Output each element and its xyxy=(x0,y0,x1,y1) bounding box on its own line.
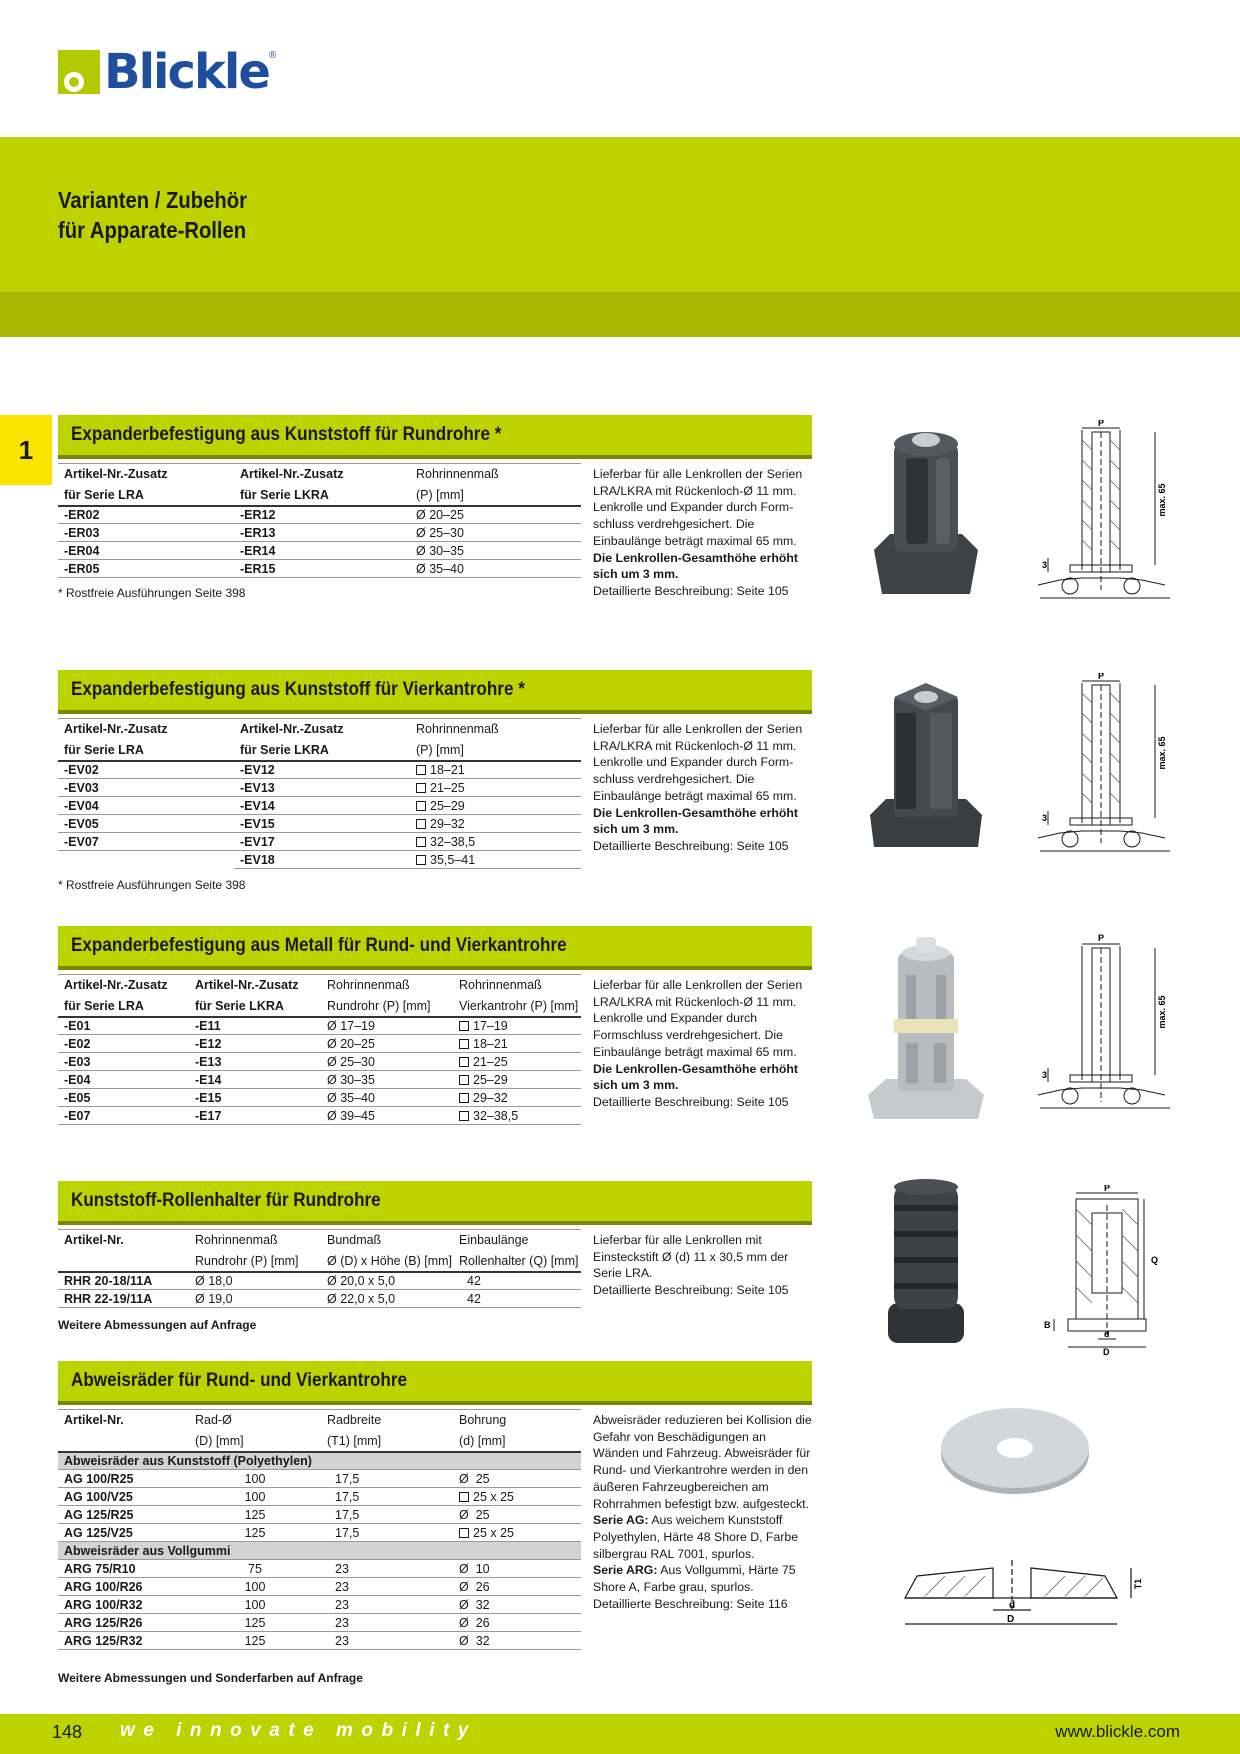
table-row: -E05 -E15 Ø 35–40 29–32 xyxy=(58,1089,581,1107)
dim-d-small: d xyxy=(1009,1600,1016,1611)
dim-max: max. 65 xyxy=(1157,995,1167,1029)
table-row: -ER03 -ER13 Ø 25–30 xyxy=(58,524,581,542)
table-row: ARG 125/R26 125 23 Ø 26 xyxy=(58,1614,581,1632)
footnote: Weitere Abmessungen und Sonderfarben auf Anfrage xyxy=(58,1671,363,1685)
logo-mark-icon xyxy=(58,50,100,94)
square-symbol-icon xyxy=(459,1075,469,1085)
article-table: Artikel-Nr. Rad-Ø Radbreite Bohrung (D) [mm] (T1) [mm] (d) [mm] Abweisräder aus Kunststoff (Polyethylen) AG 100/R25 100 17,5 Ø 25 AG 100/V25 100 17,5 25 x 25 AG 125/R25 125 17,5 Ø 25 AG 125/V25 125 17,5 25 x 25 Abweisräder aus Vollgummi ARG 75/R10 75 23 Ø 10 ARG 100/R26 100 23 Ø 26 ARG 100/R32 100 23 Ø 32 ARG 125/R26 125 23 Ø 26 ARG 125/R32 125 23 Ø 32 xyxy=(58,1409,581,1650)
website-link[interactable]: www.blickle.com xyxy=(1055,1722,1180,1741)
description: Lieferbar für alle Lenkrollen der Serien LRA/LKRA mit Rückenloch-Ø 11 mm. Lenkrolle und Expander durch Formschluss verdrehgesichert. Die Einbaulänge beträgt maximal 65 mm. Die Lenkrollen-Gesamthöhe erhöht sich um 3 mm. Detaillierte Beschreibung: Seite 105 xyxy=(593,467,803,598)
square-symbol-icon xyxy=(459,1039,469,1049)
dim-h: 3 xyxy=(1042,1070,1048,1080)
round-expander-drawing xyxy=(1030,420,1190,610)
page-title-line1: Varianten / Zubehör xyxy=(58,187,247,213)
section-heading: Expanderbefestigung aus Metall für Rund- und Vierkantrohre xyxy=(58,926,812,970)
table-group-row: Abweisräder aus Vollgummi xyxy=(58,1542,581,1560)
slogan: we innovate mobility xyxy=(120,1720,477,1741)
table-row: -E01 -E11 Ø 17–19 17–19 xyxy=(58,1017,581,1035)
square-symbol-icon xyxy=(416,819,426,829)
section-heading: Kunststoff-Rollenhalter für Rundrohre xyxy=(58,1181,812,1225)
footnote: Weitere Abmessungen auf Anfrage xyxy=(58,1318,257,1332)
bumper-wheel-drawing xyxy=(895,1560,1150,1635)
roller-holder-photo xyxy=(880,1175,972,1355)
roller-holder-drawing xyxy=(1040,1185,1160,1355)
dim-p: P xyxy=(1097,420,1105,428)
table-row: -E04 -E14 Ø 30–35 25–29 xyxy=(58,1071,581,1089)
footnote: * Rostfreie Ausführungen Seite 398 xyxy=(58,878,246,892)
description: Abweisräder reduzieren bei Kollision die Gefahr von Beschädigungen an Wänden und Fahrzeug. Abweisräder für Rund- und Vierkantrohre werden in den äußeren Fahrzeugbereichen am Rohrrahmen befestigt bzw. aufgesteckt. Serie AG: Aus weichem Kunststoff Polyethylen, Härte 48 Shore D, Farbe silbergrau RAL 7001, spurlos. Serie ARG: Aus Vollgummi, Härte 75 Shore A, Farbe grau, spurlos. Detaillierte Beschreibung: Seite 116 xyxy=(593,1413,812,1611)
dim-p: P xyxy=(1097,673,1105,681)
dim-h: 3 xyxy=(1042,813,1048,823)
table-row: -E07 -E17 Ø 39–45 32–38,5 xyxy=(58,1107,581,1125)
table-row: -ER05 -ER15 Ø 35–40 xyxy=(58,560,581,578)
square-symbol-icon xyxy=(416,855,426,865)
article-table: Artikel-Nr.-Zusatz Artikel-Nr.-Zusatz Rohrinnenmaß für Serie LRA für Serie LKRA (P) [mm] -EV02 -EV12 18–21 -EV03 -EV13 21–25 -EV04 -EV14 25–29 -EV05 -EV15 29–32 -EV07 -EV17 32–38,5 -EV18 35,5–41 xyxy=(58,718,581,869)
dim-h: 3 xyxy=(1042,560,1048,570)
section-heading: Abweisräder für Rund- und Vierkantrohre xyxy=(58,1361,812,1405)
table-group-row: Abweisräder aus Kunststoff (Polyethylen) xyxy=(58,1452,581,1470)
table-row: RHR 22-19/11A Ø 19,0 Ø 22,0 x 5,0 42 xyxy=(58,1290,581,1308)
bumper-wheel-photo xyxy=(935,1400,1095,1500)
logo-text: Blickle xyxy=(104,44,269,100)
square-expander-photo xyxy=(866,675,986,860)
table-row: AG 100/R25 100 17,5 Ø 25 xyxy=(58,1470,581,1488)
square-symbol-icon xyxy=(459,1492,469,1502)
table-row: ARG 125/R32 125 23 Ø 32 xyxy=(58,1632,581,1650)
table-row: AG 100/V25 100 17,5 25 x 25 xyxy=(58,1488,581,1506)
description: Lieferbar für alle Lenkrollen der Serien LRA/LKRA mit Rückenloch-Ø 11 mm. Lenkrolle und Expander durch Formschluss verdrehgesichert. Die Einbaulänge beträgt maximal 65 mm. Die Lenkrollen-Gesamthöhe erhöht sich um 3 mm. Detaillierte Beschreibung: Seite 105 xyxy=(593,978,803,1109)
table-row: -EV18 35,5–41 xyxy=(58,851,581,869)
registered-mark: ® xyxy=(268,50,277,61)
table-row: -EV02 -EV12 18–21 xyxy=(58,761,581,779)
square-expander-drawing xyxy=(1030,673,1190,863)
section-roller-holder xyxy=(58,1181,812,1332)
section-round-plastic-expander xyxy=(58,415,812,600)
table-row: -E02 -E12 Ø 20–25 18–21 xyxy=(58,1035,581,1053)
square-symbol-icon xyxy=(416,783,426,793)
table-row: AG 125/V25 125 17,5 25 x 25 xyxy=(58,1524,581,1542)
table-row: ARG 100/R26 100 23 Ø 26 xyxy=(58,1578,581,1596)
description: Lieferbar für alle Lenkrollen der Serien LRA/LKRA mit Rückenloch-Ø 11 mm. Lenkrolle und Expander durch Formschluss verdrehgesichert. Die Einbaulänge beträgt maximal 65 mm. Die Lenkrollen-Gesamthöhe erhöht sich um 3 mm. Detaillierte Beschreibung: Seite 105 xyxy=(593,722,803,853)
dim-max: max. 65 xyxy=(1157,736,1167,770)
section-heading: Expanderbefestigung aus Kunststoff für Vierkantrohre * xyxy=(58,670,812,714)
table-row: -EV07 -EV17 32–38,5 xyxy=(58,833,581,851)
square-symbol-icon xyxy=(416,801,426,811)
article-table: Artikel-Nr.-Zusatz Artikel-Nr.-Zusatz Rohrinnenmaß Rohrinnenmaß für Serie LRA für Serie LKRA Rundrohr (P) [mm] Vierkantrohr (P) [mm] -E01 -E11 Ø 17–19 17–19 -E02 -E12 Ø 20–25 18–21 -E03 -E13 Ø 25–30 21–25 -E04 -E14 Ø 30–35 25–29 -E05 -E15 Ø 35–40 29–32 -E07 -E17 Ø 39–45 32–38,5 xyxy=(58,974,581,1125)
table-row: ARG 75/R10 75 23 Ø 10 xyxy=(58,1560,581,1578)
dim-d-large: D xyxy=(1007,1614,1015,1625)
article-table: Artikel-Nr. Rohrinnenmaß Bundmaß Einbaulänge Rundrohr (P) [mm] Ø (D) x Höhe (B) [mm] Rollenhalter (Q) [mm] RHR 20-18/11A Ø 18,0 Ø 20,0 x 5,0 42 RHR 22-19/11A Ø 19,0 Ø 22,0 x 5,0 42 xyxy=(58,1229,581,1308)
table-row: AG 125/R25 125 17,5 Ø 25 xyxy=(58,1506,581,1524)
square-symbol-icon xyxy=(459,1093,469,1103)
square-symbol-icon xyxy=(459,1057,469,1067)
title-band-lower xyxy=(0,292,1240,337)
dim-max: max. 65 xyxy=(1157,483,1167,517)
dim-p: P xyxy=(1103,1185,1111,1193)
square-symbol-icon xyxy=(416,837,426,847)
table-row: -ER04 -ER14 Ø 30–35 xyxy=(58,542,581,560)
metal-expander-drawing xyxy=(1030,930,1190,1120)
table-row: -EV04 -EV14 25–29 xyxy=(58,797,581,815)
dim-d-large: D xyxy=(1103,1347,1110,1355)
dim-q: Q xyxy=(1151,1255,1159,1265)
description: Lieferbar für alle Lenkrollen mit Einsteckstift Ø (d) 11 x 30,5 mm der Serie LRA. Detaillierte Beschreibung: Seite 105 xyxy=(593,1233,789,1298)
dim-p: P xyxy=(1097,933,1105,943)
article-table: Artikel-Nr.-Zusatz Artikel-Nr.-Zusatz Rohrinnenmaß für Serie LRA für Serie LKRA (P) [mm] -ER02 -ER12 Ø 20–25 -ER03 -ER13 Ø 25–30 -ER04 -ER14 Ø 30–35 -ER05 -ER15 Ø 35–40 xyxy=(58,463,581,578)
round-expander-photo xyxy=(866,420,986,605)
table-row: -E03 -E13 Ø 25–30 21–25 xyxy=(58,1053,581,1071)
square-symbol-icon xyxy=(459,1528,469,1538)
section-square-plastic-expander xyxy=(58,670,812,892)
square-symbol-icon xyxy=(416,765,426,775)
section-heading: Expanderbefestigung aus Kunststoff für Rundrohre * xyxy=(58,415,812,459)
dim-t1: T1 xyxy=(1133,1578,1143,1590)
dim-b: B xyxy=(1044,1320,1051,1330)
page-title xyxy=(58,185,247,245)
square-symbol-icon xyxy=(459,1111,469,1121)
table-row: ARG 100/R32 100 23 Ø 32 xyxy=(58,1596,581,1614)
section-bumper-wheels xyxy=(58,1361,812,1685)
page-number: 148 xyxy=(52,1722,83,1742)
dim-d-small: d xyxy=(1104,1329,1110,1339)
square-symbol-icon xyxy=(459,1021,469,1031)
section-metal-expander xyxy=(58,926,812,1123)
page-title-line2: für Apparate-Rollen xyxy=(58,217,247,243)
footnote: * Rostfreie Ausführungen Seite 398 xyxy=(58,586,246,600)
chapter-tab[interactable]: 1 xyxy=(0,415,52,485)
table-row: -EV05 -EV15 29–32 xyxy=(58,815,581,833)
metal-expander-photo xyxy=(866,935,986,1125)
blickle-logo xyxy=(58,44,277,100)
table-row: -ER02 -ER12 Ø 20–25 xyxy=(58,506,581,524)
table-row: -EV03 -EV13 21–25 xyxy=(58,779,581,797)
table-row: RHR 20-18/11A Ø 18,0 Ø 20,0 x 5,0 42 xyxy=(58,1272,581,1290)
